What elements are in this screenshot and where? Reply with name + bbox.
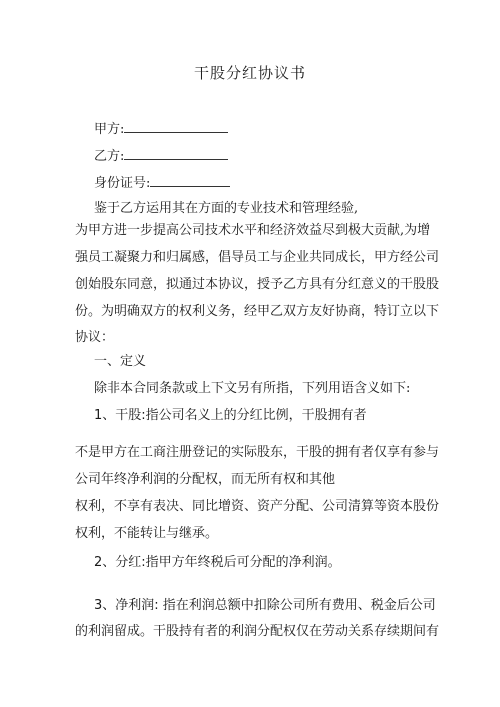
intro-line: 创始股东同意，拟通过本协议，授予乙方具有分红意义的干股股 — [75, 277, 440, 292]
party-a-line — [94, 118, 228, 140]
intro-first-line: 鉴于乙方运用其在方面的专业技术和管理经验, — [94, 201, 359, 216]
id-number-line — [94, 172, 230, 194]
definition-1-line: 不是甲方在工商注册登记的实际股东，干股的拥有者仅享有参与 — [75, 445, 440, 460]
id-number-label: 身份证号: — [94, 176, 151, 191]
definition-1-head: 1、干股:指公司名义上的分红比例，干股拥有者 — [94, 408, 367, 423]
party-b-line — [94, 145, 228, 167]
party-a-label: 甲方: — [94, 122, 125, 137]
definition-1-line: 权利，不能转让与继承。 — [75, 526, 219, 541]
definition-3-line: 的利润留成。干股持有者的利润分配权仅在劳动关系存续期间有 — [75, 624, 440, 639]
document-title: 干股分红协议书 — [193, 64, 306, 82]
party-b-blank — [124, 145, 228, 160]
party-b-label: 乙方: — [94, 149, 125, 164]
definitions-intro: 除非本合同条款或上下文另有所指，下列用语含义如下: — [94, 381, 411, 396]
intro-line: 份。为明确双方的权利义务，经甲乙双方友好协商，特订立以下 — [75, 304, 440, 319]
id-number-blank — [150, 172, 230, 187]
intro-line: 为甲方进一步提高公司技术水平和经济效益尽到极大贡献,为增 — [75, 223, 431, 238]
definition-3-head: 3、净利润: 指在利润总额中扣除公司所有费用、税金后公司 — [94, 598, 436, 613]
definition-1-line: 公司年终净利润的分配权，而无所有权和其他 — [75, 472, 336, 487]
definition-2: 2、分红:指甲方年终税后可分配的净利润。 — [94, 555, 341, 570]
definition-1-line: 权利，不享有表决、同比增资、资产分配、公司清算等资本股份 — [75, 499, 440, 514]
intro-line: 强员工凝聚力和归属感，倡导员工与企业共同成长，甲方经公司 — [75, 250, 440, 265]
intro-line: 协议： — [75, 330, 115, 345]
party-a-blank — [124, 118, 228, 133]
section1-heading: 一、定义 — [94, 354, 147, 369]
